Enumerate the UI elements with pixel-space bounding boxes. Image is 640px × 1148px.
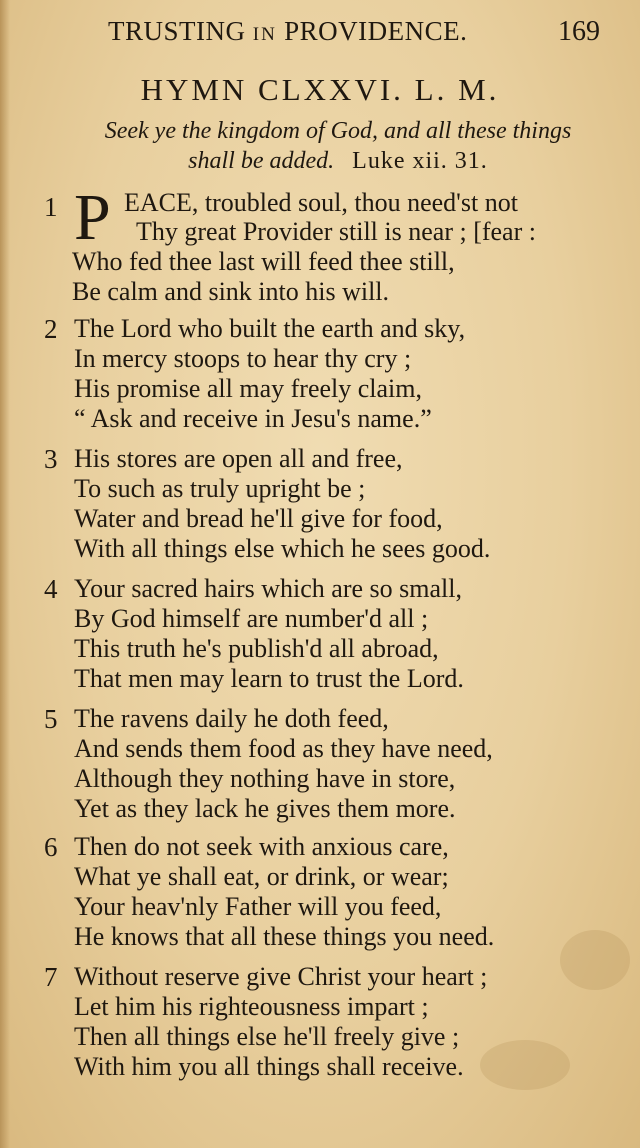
- running-header: [0, 12, 640, 56]
- verse-line: Your heav'nly Father will you feed,: [74, 892, 442, 921]
- running-title-word: IN: [252, 24, 277, 45]
- stanza-number: 5: [44, 704, 58, 734]
- verse-line: Yet as they lack he gives them more.: [74, 794, 456, 823]
- verse-line: Thy great Provider still is near ; [fear :: [136, 217, 536, 246]
- stanza-number: 2: [44, 314, 58, 344]
- verse-line: The ravens daily he doth feed,: [74, 704, 389, 733]
- running-title-word: PROVIDENCE.: [284, 16, 468, 46]
- hymn-title: HYMN CLXXVI. L. M.: [140, 72, 500, 107]
- verse-line: His promise all may freely claim,: [74, 374, 423, 403]
- page-number: 169: [558, 16, 600, 47]
- verse-line: He knows that all these things you need.: [74, 922, 495, 951]
- stanza-number: 7: [44, 962, 58, 992]
- verse-line: Let him his righteousness impart ;: [74, 992, 429, 1021]
- verse-line: With all things else which he sees good.: [74, 534, 491, 563]
- verse-line: To such as truly upright be ;: [74, 474, 366, 503]
- epigraph-line: shall be added.: [188, 148, 335, 174]
- verse-line: With him you all things shall receive.: [74, 1052, 464, 1081]
- verse-line: In mercy stoops to hear thy cry ;: [74, 344, 412, 373]
- verse-line: This truth he's publish'd all abroad,: [74, 634, 439, 663]
- verse-line: The Lord who built the earth and sky,: [74, 314, 466, 343]
- foxing-stain: [480, 1040, 570, 1090]
- stanza-number: 1: [44, 192, 58, 222]
- verse-line: “ Ask and receive in Jesu's name.”: [74, 404, 432, 433]
- scripture-reference: Luke xii. 31.: [352, 148, 488, 174]
- verse-line: Water and bread he'll give for food,: [74, 504, 443, 533]
- verse-line: By God himself are number'd all ;: [74, 604, 429, 633]
- verse-line: Then do not seek with anxious care,: [74, 832, 449, 861]
- verse-line: Be calm and sink into his will.: [72, 277, 390, 306]
- verse-line: Then all things else he'll freely give ;: [74, 1022, 460, 1051]
- verse-line: Without reserve give Christ your heart ;: [74, 962, 488, 991]
- stanza-number: 3: [44, 444, 58, 474]
- verse-line: What ye shall eat, or drink, or wear;: [74, 862, 449, 891]
- verse-line: EACE, troubled soul, thou need'st not: [124, 188, 518, 217]
- epigraph-line: Seek ye the kingdom of God, and all these things: [104, 118, 572, 144]
- verse-line: Your sacred hairs which are so small,: [74, 574, 462, 603]
- verse-line: His stores are open all and free,: [74, 444, 403, 473]
- epigraph-line: [40, 146, 636, 176]
- running-title: [108, 16, 467, 47]
- verse-line: That men may learn to trust the Lord.: [74, 664, 464, 693]
- verse-line: Who fed thee last will feed thee still,: [72, 247, 455, 276]
- verse-line: Although they nothing have in store,: [74, 764, 456, 793]
- running-title-word: TRUSTING: [108, 16, 246, 46]
- epigraph: [40, 116, 636, 176]
- page-edge-shadow: [0, 0, 10, 1148]
- stanza-number: 6: [44, 832, 58, 862]
- verse-line: And sends them food as they have need,: [74, 734, 493, 763]
- drop-cap: P: [74, 181, 111, 254]
- foxing-stain: [560, 930, 630, 990]
- stanza-number: 4: [44, 574, 58, 604]
